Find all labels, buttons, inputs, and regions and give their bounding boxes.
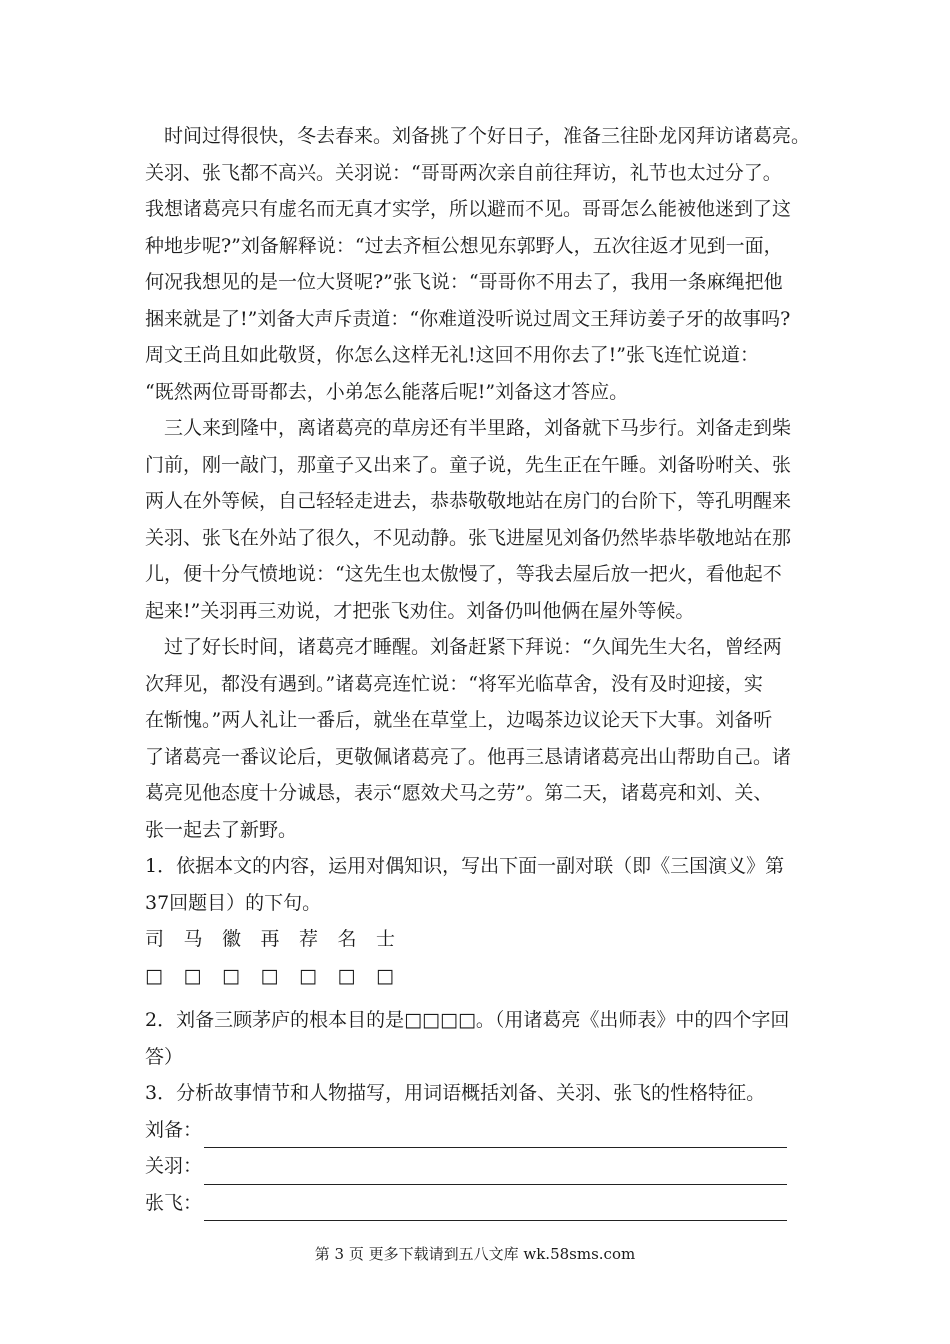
answer-label: 刘备： [145, 1118, 203, 1141]
text-line: 儿，便十分气愤地说：“这先生也太傲慢了，等我去屋后放一把火，看他起不 [145, 563, 782, 585]
answer-box[interactable]: □ [337, 964, 356, 987]
text-line: 我想诸葛亮只有虚名而无真才实学，所以避而不见。哥哥怎么能被他迷到了这 [145, 198, 792, 220]
text-line: 周文王尚且如此敬贤，你怎么这样无礼!这回不用你去了!”张飞连忙说道： [145, 344, 759, 366]
text-line: 两人在外等候，自己轻轻走进去，恭恭敬敬地站在房门的台阶下，等孔明醒来 [145, 490, 792, 512]
text-line: 时间过得很快，冬去春来。刘备挑了个好日子，准备三往卧龙冈拜访诸葛亮。 [145, 125, 811, 147]
question-3 [145, 1075, 835, 1221]
answer-label: 关羽： [145, 1155, 203, 1177]
text-line: 种地步呢?”刘备解释说：“过去齐桓公想见东郭野人，五次往返才见到一面， [145, 234, 783, 257]
answer-blank[interactable] [204, 1125, 787, 1148]
answer-blank[interactable] [204, 1198, 787, 1221]
text-line: 葛亮见他态度十分诚恳，表示“愿效犬马之劳”。第二天，诸葛亮和刘、关、 [145, 782, 773, 804]
answer-label: 张飞： [145, 1191, 203, 1214]
answer-row-zhangfei [145, 1185, 835, 1222]
answer-blank[interactable] [204, 1162, 787, 1185]
text-line: 在惭愧。”两人礼让一番后，就坐在草堂上，边喝茶边议论天下大事。刘备听 [145, 709, 773, 731]
paragraph-1 [145, 118, 835, 410]
couplet-char: 名 [337, 928, 357, 950]
text-line: 捆来就是了!”刘备大声斥责道：“你难道没听说过周文王拜访姜子牙的故事吗? [145, 307, 791, 330]
text-line: “既然两位哥哥都去，小弟怎么能落后呢!”刘备这才答应。 [145, 380, 629, 403]
answer-box[interactable]: □ [183, 964, 202, 987]
question-3-line: 3．分析故事情节和人物描写，用词语概括刘备、关羽、张飞的性格特征。 [145, 1082, 766, 1104]
couplet-first-line [145, 921, 835, 958]
question-1-line: 37回题目）的下句。 [145, 891, 322, 914]
text-line: 关羽、张飞在外站了很久，不见动静。张飞进屋见刘备仍然毕恭毕敬地站在那 [145, 526, 792, 549]
paragraph-3 [145, 629, 835, 848]
couplet-char: 再 [260, 928, 280, 950]
couplet-char: 荐 [299, 928, 319, 950]
answer-row-liubei [145, 1112, 835, 1149]
text-line: 三人来到隆中，离诸葛亮的草房还有半里路，刘备就下马步行。刘备走到柴 [145, 417, 792, 439]
answer-box[interactable]: □ [145, 964, 163, 987]
question-2 [145, 1002, 835, 1075]
text-line: 了诸葛亮一番议论后，更敬佩诸葛亮了。他再三恳请诸葛亮出山帮助自己。诸 [145, 745, 792, 768]
text-line: 何况我想见的是一位大贤呢?”张飞说：“哥哥你不用去了，我用一条麻绳把他 [145, 271, 783, 293]
text-line: 次拜见，都没有遇到。”诸葛亮连忙说：“将军光临草舍，没有及时迎接，实 [145, 672, 763, 695]
text-line: 起来!”关羽再三劝说，才把张飞劝住。刘备仍叫他俩在屋外等候。 [145, 599, 695, 622]
text-line: 张一起去了新野。 [145, 818, 298, 841]
paragraph-2 [145, 410, 835, 629]
question-2-line: 答） [145, 1045, 184, 1068]
answer-box[interactable]: □ [376, 964, 394, 987]
couplet-char: 司 [145, 928, 165, 950]
text-line: 门前，刚一敲门，那童子又出来了。童子说，先生正在午睡。刘备吩咐关、张 [145, 453, 792, 476]
answer-box[interactable]: □ [222, 964, 240, 987]
couplet-char: 徽 [222, 928, 242, 950]
couplet-char: 马 [183, 928, 203, 950]
answer-box[interactable]: □ [299, 964, 317, 987]
question-1 [145, 848, 835, 994]
question-2-line: 2．刘备三顾茅庐的根本目的是□□□□。（用诸葛亮《出师表》中的四个字回 [145, 1009, 790, 1031]
question-1-line: 1．依据本文的内容，运用对偶知识，写出下面一副对联（即《三国演义》第 [145, 855, 785, 877]
answer-box[interactable]: □ [260, 964, 279, 987]
page-footer: 第 3 页 更多下载请到五八文库 wk.58sms.com [314, 1245, 636, 1263]
text-line: 过了好长时间，诸葛亮才睡醒。刘备赶紧下拜说：“久闻先生大名，曾经两 [145, 636, 782, 658]
couplet-answer-boxes[interactable] [145, 958, 835, 995]
text-line: 关羽、张飞都不高兴。关羽说：“哥哥两次亲自前往拜访，礼节也太过分了。 [145, 161, 782, 184]
answer-row-guanyu [145, 1148, 835, 1185]
couplet-char: 士 [376, 928, 396, 950]
